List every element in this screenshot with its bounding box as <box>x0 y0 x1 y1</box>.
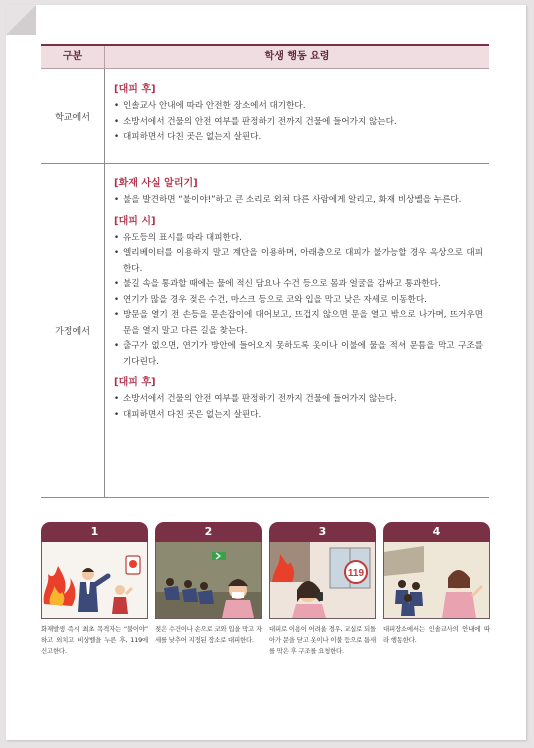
panel-illustration <box>269 542 376 619</box>
list-item: • 엘리베이터를 이용하지 말고 계단을 이용하며, 아래층으로 대피가 불가능할 경우 옥상으로 대피한다. <box>114 246 483 277</box>
action-guide-table <box>41 44 489 498</box>
list-item: • 방문을 열기 전 손등을 문손잡이에 대어보고, 뜨겁지 않으면 문을 열고 밖으로 나가며, 뜨거우면 문을 열지 말고 다른 길을 찾는다. <box>114 308 483 339</box>
panel-illustration <box>383 542 490 619</box>
comic-panel-3 <box>269 522 376 657</box>
panel-number: 4 <box>383 522 490 542</box>
comic-panel-4 <box>383 522 490 646</box>
table-header <box>41 44 489 69</box>
list-item: • 유도등의 표시를 따라 대피한다. <box>114 231 483 247</box>
bullet-list <box>114 99 483 146</box>
list-item: • 소방서에서 건물의 안전 여부를 판정하기 전까지 건물에 들어가지 않는다. <box>114 392 483 408</box>
panel-illustration <box>41 542 148 619</box>
panel-caption: 대피로 이용이 어려울 경우, 교실로 되돌아가 문을 닫고 옷이나 이불 등으로 틈새를 막은 후 구조를 요청한다. <box>269 625 376 655</box>
table-row-school <box>41 69 489 164</box>
panel-number: 1 <box>41 522 148 542</box>
list-item: • 불을 발견하면 “불이야!”하고 큰 소리로 외쳐 다른 사람에게 알리고, 화재 비상벨을 누른다. <box>114 193 483 209</box>
list-item: • 불길 속을 통과할 때에는 물에 적신 담요나 수건 등으로 몸과 얼굴을 감싸고 통과한다. <box>114 277 483 293</box>
phone-icon <box>318 592 323 601</box>
panel-number: 2 <box>155 522 262 542</box>
section-heading: [대피 시] <box>114 215 156 227</box>
fire-scene-illustration <box>42 542 147 618</box>
assembly-area-illustration <box>384 542 489 618</box>
col-header-guidelines: 학생 행동 요령 <box>264 51 330 62</box>
rescue-request-illustration <box>270 542 375 618</box>
panel-caption: 대피장소에서는 인솔교사의 안내에 따라 행동한다. <box>383 625 490 644</box>
list-item: • 소방서에서 건물의 안전 여부를 판정하기 전까지 건물에 들어가지 않는다. <box>114 115 483 131</box>
row-content <box>105 69 489 163</box>
bullet-list <box>114 392 483 423</box>
panel-illustration <box>155 542 262 619</box>
fire-icon <box>44 566 76 606</box>
section-heading: [대피 후] <box>114 377 156 388</box>
panel-caption: 화재발생 즉시 최초 목격자는 “불이야” 하고 외치고 비상벨을 누른 후, 119에 신고한다. <box>41 625 148 655</box>
bullet-list <box>114 231 483 371</box>
row-category: 가정에서 <box>41 164 105 497</box>
comic-panel-1 <box>41 522 148 657</box>
section-heading: [화재 사실 알리기] <box>114 178 198 189</box>
section-heading: [대피 후] <box>114 84 156 95</box>
row-category: 학교에서 <box>41 69 105 163</box>
list-item: • 대피하면서 다친 곳은 없는지 살핀다. <box>114 130 483 146</box>
list-item: • 인솔교사 안내에 따라 안전한 장소에서 대기한다. <box>114 99 483 115</box>
list-item: • 출구가 없으면, 연기가 방안에 들어오지 못하도록 옷이나 이불에 물을 적셔 문틈을 막고 구조를 기다린다. <box>114 339 483 370</box>
evacuation-illustration <box>156 542 261 618</box>
col-header-category: 구분 <box>41 46 105 68</box>
page-fold-shadow <box>6 5 36 35</box>
panel-number: 3 <box>269 522 376 542</box>
panel-caption: 젖은 수건이나 손으로 코와 입을 막고 자세를 낮추어 지정된 장소로 대피한다. <box>155 625 262 644</box>
rescue-sign-text: 119 <box>347 568 365 579</box>
list-item: • 대피하면서 다친 곳은 없는지 살핀다. <box>114 408 483 424</box>
bullet-list <box>114 193 483 209</box>
list-item: • 연기가 많을 경우 젖은 수건, 마스크 등으로 코와 입을 막고 낮은 자세로 이동한다. <box>114 293 483 309</box>
table-row-home <box>41 164 489 498</box>
comic-panel-2 <box>155 522 262 646</box>
row-content <box>105 164 489 497</box>
